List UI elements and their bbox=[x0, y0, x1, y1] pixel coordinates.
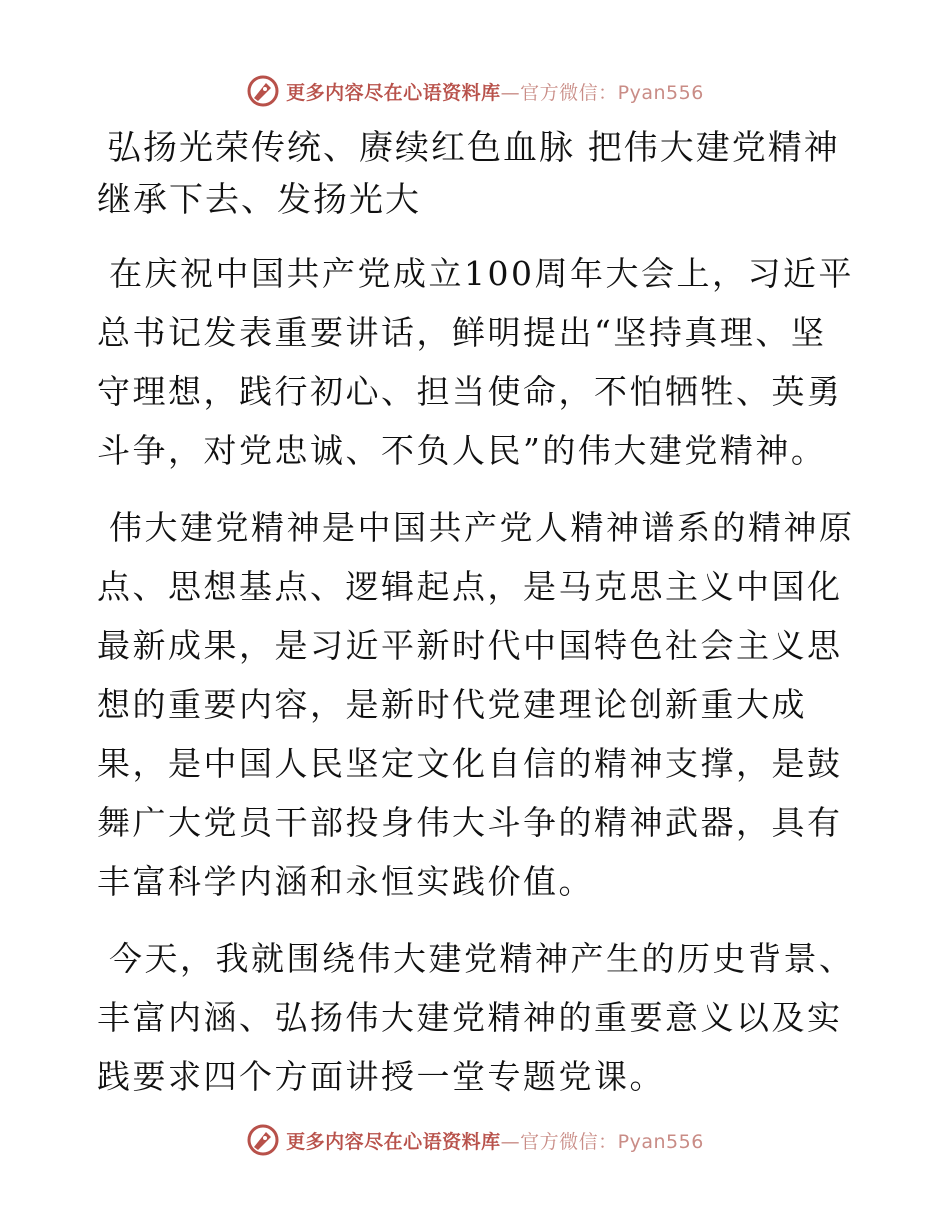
watermark-brand: 更多内容尽在心语资料库 bbox=[286, 1130, 501, 1153]
watermark-wechat: 官方微信：Pyan556 bbox=[520, 1130, 704, 1153]
paragraph: 今天，我就围绕伟大建党精神产生的历史背景、丰富内涵、弘扬伟大建党精神的重要意义以及实践要求四个方面讲授一堂专题党课。 bbox=[97, 939, 855, 1096]
pen-nib-circle-logo-icon bbox=[246, 1123, 280, 1157]
watermark-separator: — bbox=[500, 1130, 521, 1153]
watermark-separator: — bbox=[500, 81, 521, 104]
document-body bbox=[97, 122, 857, 1124]
paragraph: 伟大建党精神是中国共产党人精神谱系的精神原点、思想基点、逻辑起点，是马克思主义中国化最新成果，是习近平新时代中国特色社会主义思想的重要内容，是新时代党建理论创新重大成果，是中国人民坚定文化自信的精神支撑，是鼓舞广大党员干部投身伟大斗争的精神武器，具有丰富科学内涵和永恒实践价值。 bbox=[97, 508, 855, 901]
document-title: 弘扬光荣传统、赓续红色血脉 把伟大建党精神继承下去、发扬光大 bbox=[97, 128, 840, 220]
watermark-text bbox=[286, 78, 704, 105]
footer-watermark bbox=[0, 1120, 950, 1160]
watermark-wechat: 官方微信：Pyan556 bbox=[520, 81, 704, 104]
paragraph: 在庆祝中国共产党成立100周年大会上，习近平总书记发表重要讲话，鲜明提出“坚持真理、坚守理想，践行初心、担当使命，不怕牺牲、英勇斗争，对党忠诚、不负人民”的伟大建党精神。 bbox=[97, 254, 854, 470]
pen-nib-circle-logo-icon bbox=[246, 74, 280, 108]
watermark-brand: 更多内容尽在心语资料库 bbox=[286, 81, 501, 104]
header-watermark bbox=[0, 71, 950, 111]
watermark-text bbox=[286, 1127, 704, 1154]
